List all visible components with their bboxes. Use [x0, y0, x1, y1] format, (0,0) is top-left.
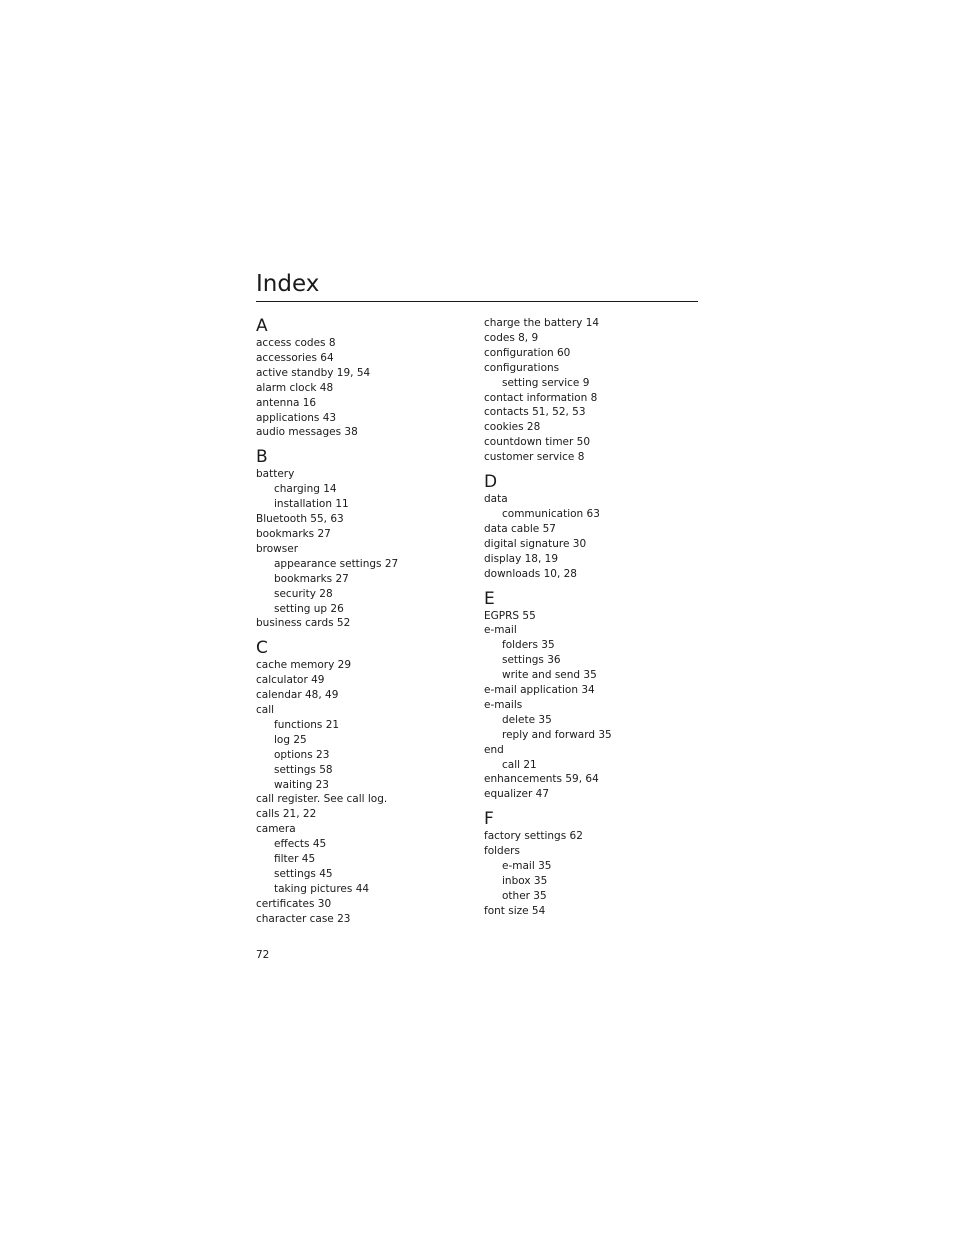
index-entry: configurations: [484, 361, 560, 374]
index-entry: equalizer 47: [484, 788, 550, 801]
index-column-left: [256, 316, 471, 934]
index-group: [256, 316, 471, 440]
index-entry: digital signature 30: [484, 537, 587, 550]
index-entry: e-mail: [484, 624, 517, 637]
index-entry: e-mails: [484, 698, 523, 711]
index-letter-heading: D: [484, 472, 498, 493]
index-subentry: options 23: [274, 748, 330, 761]
index-entry: browser: [256, 542, 299, 555]
index-subentry: settings 45: [274, 868, 333, 880]
index-letter-heading: C: [256, 638, 268, 659]
index-subentry: other 35: [502, 889, 547, 902]
index-letter-heading: F: [484, 809, 494, 830]
index-group: [256, 638, 471, 926]
index-subentry: waiting 23: [274, 778, 329, 791]
index-entry: character case 23: [256, 912, 351, 925]
index-subentry: bookmarks 27: [274, 572, 349, 585]
index-letter-heading: E: [484, 588, 495, 609]
index-entry: codes 8, 9: [484, 331, 539, 344]
index-subentry: setting up 26: [274, 602, 344, 615]
index-entry: antenna 16: [256, 396, 317, 409]
index-entry: font size 54: [484, 904, 546, 917]
index-entry: business cards 52: [256, 617, 351, 630]
index-entry: certificates 30: [256, 897, 332, 910]
index-entry: bookmarks 27: [256, 527, 331, 540]
index-subentry: taking pictures 44: [274, 882, 370, 895]
index-subentry: delete 35: [502, 713, 552, 726]
index-subentry: effects 45: [274, 838, 327, 851]
index-entry: charge the battery 14: [484, 317, 600, 329]
index-entry: calendar 48, 49: [256, 689, 339, 702]
index-letter-heading: A: [256, 316, 268, 336]
index-group: [484, 589, 699, 803]
index-subentry: charging 14: [274, 483, 337, 496]
index-subentry: settings 58: [274, 763, 333, 776]
index-entry: factory settings 62: [484, 830, 583, 843]
index-entry: calls 21, 22: [256, 808, 317, 821]
index-subentry: write and send 35: [502, 669, 597, 682]
index-entry: alarm clock 48: [256, 381, 334, 394]
index-entry: EGPRS 55: [484, 609, 536, 622]
index-entry: applications 43: [256, 411, 337, 424]
index-entry: contact information 8: [484, 391, 598, 404]
index-entry: audio messages 38: [256, 426, 358, 439]
index-entry: accessories 64: [256, 351, 334, 364]
index-entry: access codes 8: [256, 337, 336, 349]
index-entry: active standby 19, 54: [256, 366, 371, 379]
index-entry: camera: [256, 823, 296, 836]
index-entry: end: [484, 743, 504, 756]
index-subentry: filter 45: [274, 853, 316, 866]
index-subentry: log 25: [274, 733, 307, 746]
index-entry: data cable 57: [484, 522, 556, 535]
index-subentry: call 21: [502, 758, 537, 771]
index-subentry: appearance settings 27: [274, 557, 399, 570]
index-entry: call register. See call log.: [256, 793, 388, 806]
index-entry: customer service 8: [484, 451, 585, 464]
index-entry: countdown timer 50: [484, 436, 591, 449]
index-subentry: e-mail 35: [502, 860, 552, 873]
index-entry: data: [484, 493, 508, 506]
index-group: [484, 809, 699, 918]
index-subentry: inbox 35: [502, 875, 548, 887]
index-entry: downloads 10, 28: [484, 567, 577, 580]
index-entry: cookies 28: [484, 421, 541, 434]
index-entry: enhancements 59, 64: [484, 773, 599, 786]
page-title: Index: [256, 271, 320, 297]
index-entry: battery: [256, 468, 295, 481]
index-subentry: settings 36: [502, 654, 561, 667]
index-entry: cache memory 29: [256, 659, 352, 672]
index-subentry: setting service 9: [502, 376, 590, 389]
index-subentry: reply and forward 35: [502, 728, 612, 741]
index-entry: folders: [484, 845, 520, 858]
index-subentry: security 28: [274, 587, 333, 600]
page-number: 72: [256, 949, 270, 961]
index-subentry: communication 63: [502, 507, 600, 520]
index-column-right: [484, 316, 699, 926]
index-entry: contacts 51, 52, 53: [484, 406, 586, 419]
index-group: [484, 316, 699, 465]
index-subentry: folders 35: [502, 639, 555, 652]
index-subentry: installation 11: [274, 498, 349, 511]
title-rule: [256, 301, 698, 302]
index-subentry: functions 21: [274, 718, 340, 731]
index-entry: display 18, 19: [484, 552, 559, 565]
index-group: [484, 472, 699, 581]
index-entry: e-mail application 34: [484, 684, 595, 697]
index-letter-heading: B: [256, 447, 268, 468]
index-entry: Bluetooth 55, 63: [256, 513, 344, 526]
index-entry: configuration 60: [484, 346, 571, 359]
index-entry: calculator 49: [256, 674, 325, 687]
index-entry: call: [256, 704, 275, 717]
index-group: [256, 447, 471, 631]
